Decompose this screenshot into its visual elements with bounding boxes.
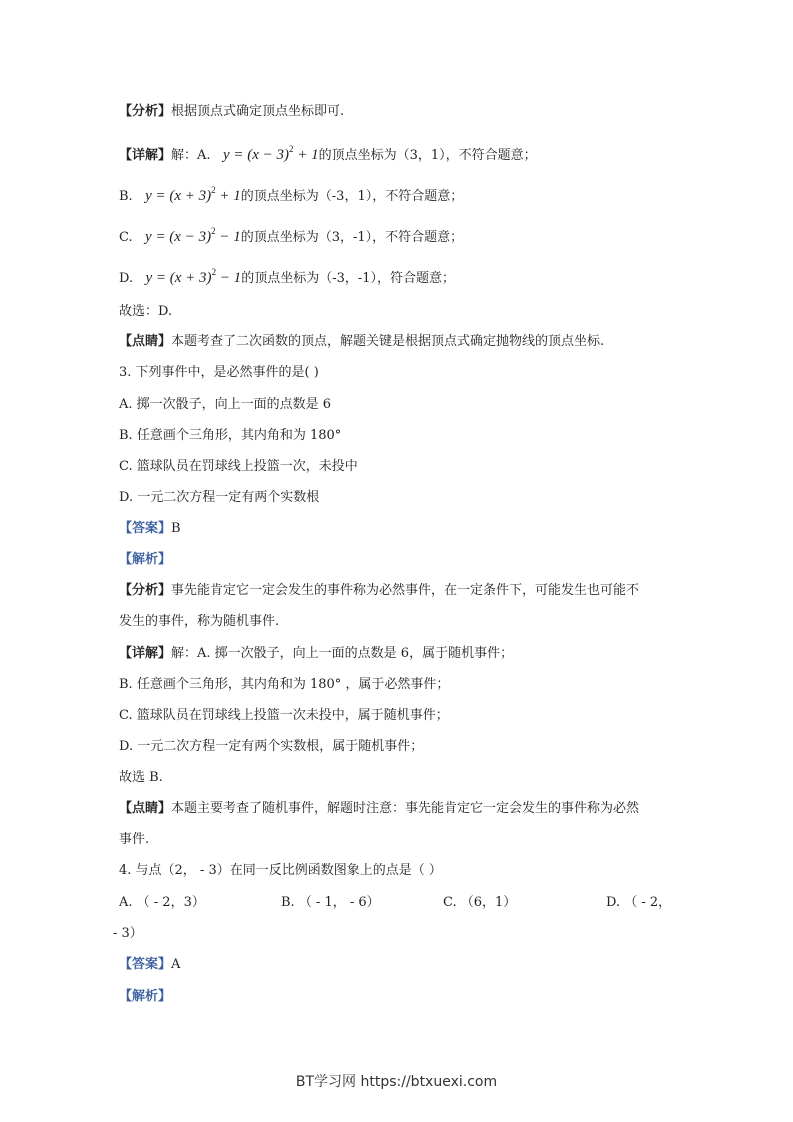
q4-answer (119, 956, 693, 974)
q3-option-b: B. 任意画个三角形，其内角和为 180° (119, 428, 342, 443)
formula-c-exp: 2 (211, 226, 216, 236)
formula-d-tail: − 1 (216, 270, 242, 286)
formula-c-base: y = (x − 3) (145, 229, 212, 245)
q2-detail-d (119, 263, 693, 288)
detail-prefix: 解：A. (171, 148, 211, 163)
q3-analysis-line1 (119, 582, 693, 600)
option-d-label: D. (119, 271, 134, 286)
formula-b (145, 185, 241, 204)
jiexi-tag: 【解析】 (119, 989, 172, 1004)
q3-detail-c: C. 篮球队员在罚球线上投篮一次未投中，属于随机事件； (119, 708, 449, 723)
comment-tag: 【点睛】 (119, 334, 172, 349)
q3-option-c: C. 篮球队员在罚球线上投篮一次，未投中 (119, 459, 358, 474)
q3-comment-line1 (119, 800, 693, 818)
q4-option-c: C. （6，1） (443, 895, 517, 910)
q3-option-d: D. 一元二次方程一定有两个实数根 (119, 490, 320, 505)
q3-answer (119, 520, 693, 538)
answer-tag: 【答案】 (119, 521, 172, 536)
formula-a-text: 的顶点坐标为（3，1），不符合题意； (318, 148, 537, 163)
option-b-label: B. (119, 189, 133, 204)
formula-a (222, 144, 319, 163)
formula-d-text: 的顶点坐标为（-3，-1），符合题意； (241, 271, 456, 286)
formula-d-exp: 2 (211, 267, 217, 277)
q3-stem: 3. 下列事件中，是必然事件的是( ) (119, 365, 319, 380)
formula-c-text: 的顶点坐标为（3，-1），不符合题意； (240, 230, 464, 245)
q4-jiexi (119, 988, 693, 1006)
formula-d (145, 267, 242, 286)
site-footer: BT学习网 https://btxuexi.com (295, 1074, 498, 1090)
q2-analysis (119, 103, 693, 121)
q4-option-a: A. （ - 2，3） (119, 895, 205, 910)
detail-tag: 【详解】 (119, 646, 172, 661)
analysis-tag: 【分析】 (119, 104, 172, 119)
analysis-text: 根据顶点式确定顶点坐标即可. (171, 104, 345, 119)
formula-c-tail: − 1 (215, 229, 241, 245)
formula-c (145, 226, 241, 245)
q4-option-d-cont: - 3） (113, 926, 143, 941)
q3-analysis-line2: 发生的事件，称为随机事件. (119, 614, 280, 629)
formula-a-exp: 2 (289, 144, 294, 154)
answer-value: B (171, 521, 181, 536)
formula-b-tail: + 1 (215, 188, 241, 204)
q3-detail-d: D. 一元二次方程一定有两个实数根，属于随机事件； (119, 739, 424, 754)
q3-option-a: A. 掷一次骰子，向上一面的点数是 6 (119, 397, 332, 412)
formula-b-base: y = (x + 3) (145, 188, 212, 204)
q3-comment-line2: 事件. (119, 832, 150, 847)
formula-a-tail: + 1 (293, 147, 319, 163)
comment-text: 本题考查了二次函数的顶点，解题关键是根据顶点式确定抛物线的顶点坐标. (171, 334, 605, 349)
formula-b-exp: 2 (211, 185, 216, 195)
analysis-tag: 【分析】 (119, 583, 172, 598)
option-c-label: C. (119, 230, 133, 245)
formula-d-base: y = (x + 3) (145, 270, 212, 286)
q3-choose: 故选 B. (119, 770, 163, 785)
formula-a-base: y = (x − 3) (222, 147, 290, 163)
analysis-text: 事先能肯定它一定会发生的事件称为必然事件，在一定条件下，可能发生也可能不 (171, 583, 640, 598)
q3-detail-line1 (119, 645, 693, 663)
comment-text: 本题主要考查了随机事件，解题时注意：事先能肯定它一定会发生的事件称为必然 (171, 801, 640, 816)
answer-value: A (171, 957, 181, 972)
detail-text: 解：A. 掷一次骰子，向上一面的点数是 6，属于随机事件； (171, 646, 514, 661)
q2-detail-b (119, 181, 693, 206)
q4-option-b: B. （ - 1， - 6） (281, 895, 380, 910)
detail-tag: 【详解】 (119, 148, 172, 163)
formula-b-text: 的顶点坐标为（-3，1），不符合题意； (240, 189, 464, 204)
answer-tag: 【答案】 (119, 957, 172, 972)
q2-detail-c (119, 222, 693, 247)
jiexi-tag: 【解析】 (119, 552, 172, 567)
q4-option-d: D. （ - 2， (606, 895, 672, 910)
q2-choose: 故选：D. (119, 304, 173, 319)
comment-tag: 【点睛】 (119, 801, 172, 816)
q2-detail-a (119, 140, 693, 165)
q4-stem: 4. 与点（2， - 3）在同一反比例函数图象上的点是（ ） (119, 863, 442, 878)
q2-comment (119, 333, 693, 351)
q3-detail-b: B. 任意画个三角形，其内角和为 180° ，属于必然事件； (119, 677, 450, 692)
q3-jiexi (119, 551, 693, 569)
